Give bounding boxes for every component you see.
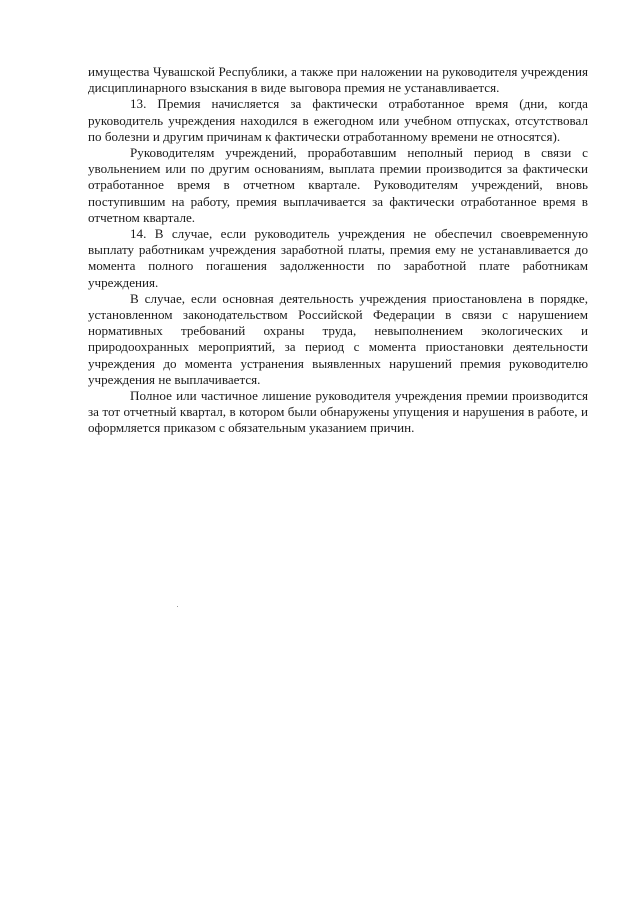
paragraph-suspension: В случае, если основная деятельность учреждения приостановлена в порядке, установленном законодательством Российской Федерации в связи с нарушением нормативных требований охраны труда, невыполнением экологических и природоохранных мероприятий, за период с момента приостановки деятельности учреждения до момента устранения выявленных нарушений премия руководителю учреждения не выплачивается. (88, 290, 588, 387)
scan-speck (177, 606, 178, 607)
paragraph-partial-period: Руководителям учреждений, проработавшим неполный период в связи с увольнением или по другим основаниям, выплата премии производится за фактически отработанное время в отчетном квартале. Руководителям учреждений, вновь поступившим на работу, премия выплачивается за фактически отработанное время в отчетном квартале. (88, 145, 588, 225)
paragraph-deprivation: Полное или частичное лишение руководителя учреждения премии производится за тот отчетный квартал, в котором были обнаружены упущения и нарушения в работе, и оформляется приказом с обязательным указанием причин. (88, 388, 588, 436)
document-body (88, 64, 588, 437)
paragraph-item-14: 14. В случае, если руководитель учреждения не обеспечил своевременную выплату работникам учреждения заработной платы, премия ему не устанавливается до момента полного погашения задолженности по заработной плате работникам учреждения. (88, 226, 588, 290)
paragraph-continuation: имущества Чувашской Республики, а также при наложении на руководителя учреждения дисциплинарного взыскания в виде выговора премия не устанавливается. (88, 64, 588, 96)
paragraph-item-13: 13. Премия начисляется за фактически отработанное время (дни, когда руководитель учреждения находился в ежегодном или учебном отпусках, отсутствовал по болезни и другим причинам к фактически отработанному времени не относятся). (88, 96, 588, 144)
